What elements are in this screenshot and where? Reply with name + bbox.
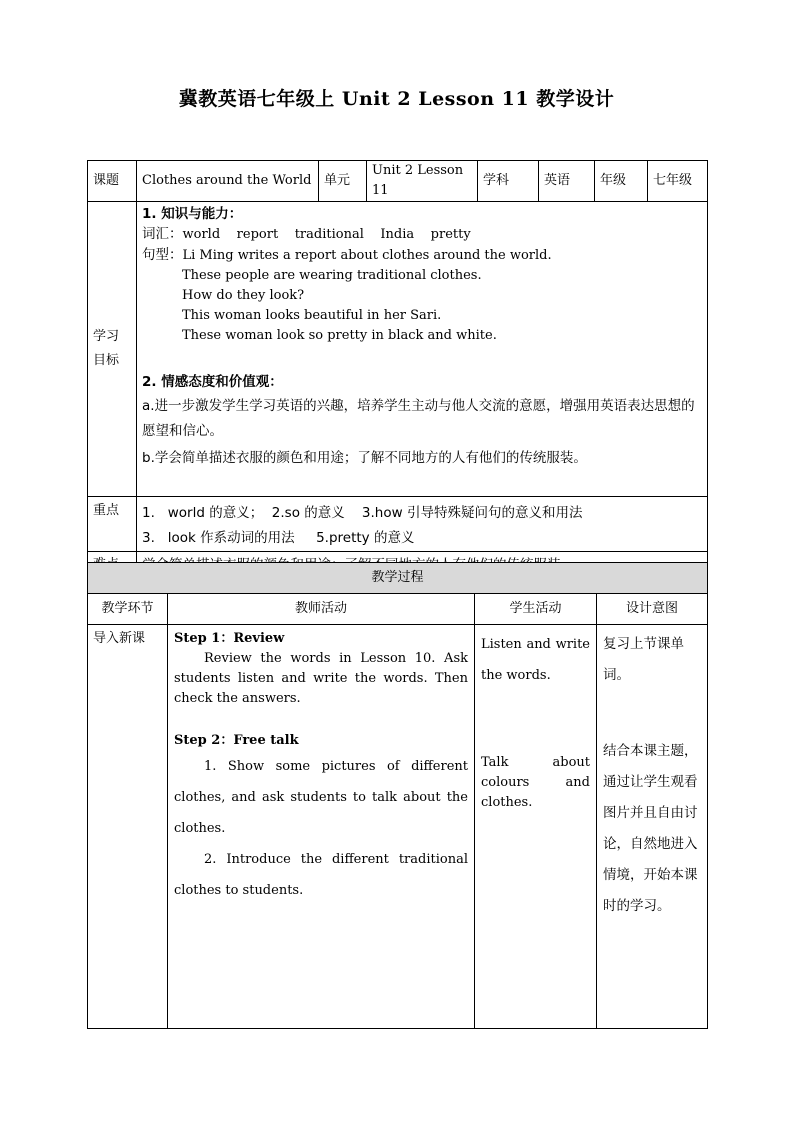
subject-value: 英语 <box>539 161 595 202</box>
student-activity-1: Listen and write the words. <box>481 637 590 683</box>
sentence-4: This woman looks beautiful in her Sari. <box>182 308 442 323</box>
lesson-plan-table <box>87 160 708 579</box>
col-student-header: 学生活动 <box>475 594 597 625</box>
stage-cell: 导入新课 <box>88 625 168 1029</box>
goals-label-line1: 学习 <box>93 329 120 344</box>
process-column-headers <box>88 594 708 625</box>
col-stage-header: 教学环节 <box>88 594 168 625</box>
sentence-3: How do they look? <box>182 288 305 303</box>
key-points-label: 重点 <box>88 497 137 552</box>
teacher-activity-cell <box>168 625 475 1029</box>
key-point-line-2: 3. look 作系动词的用法 5.pretty 的意义 <box>142 530 415 546</box>
student-activity-cell <box>475 625 597 1029</box>
document-title: 冀教英语七年级上 Unit 2 Lesson 11 教学设计 <box>178 88 615 110</box>
vocab-line <box>142 224 702 245</box>
goals-row <box>88 202 708 497</box>
key-point-line-1: 1. world 的意义； 2.so 的意义 3.how 引导特殊疑问句的意义和用法 <box>142 505 583 521</box>
knowledge-heading: 1. 知识与能力： <box>142 206 243 222</box>
design-intent-cell <box>597 625 708 1029</box>
step1-text: Review the words in Lesson 10. Ask students listen and write the words. Then check the answers. <box>174 651 468 706</box>
vocab-prefix: 词汇： <box>142 226 183 242</box>
col-teacher-header: 教师活动 <box>168 594 475 625</box>
topic-label: 课题 <box>88 161 137 202</box>
design-intent-2: 结合本课主题，通过让学生观看图片并且自由讨论，自然地进入情境，开始本课时的学习。 <box>603 743 698 914</box>
header-row <box>88 161 708 202</box>
step2-title: Step 2：Free talk <box>174 733 299 748</box>
step1-title: Step 1：Review <box>174 631 285 646</box>
process-title-row <box>88 563 708 594</box>
key-points-content <box>137 497 708 552</box>
unit-value: Unit 2 Lesson 11 <box>367 161 478 202</box>
process-section-title: 教学过程 <box>88 563 708 594</box>
sentence-5: These woman look so pretty in black and white. <box>182 328 497 343</box>
sentence-line-1 <box>142 245 702 266</box>
goals-label <box>88 202 137 497</box>
sentence-1: Li Ming writes a report about clothes around the world. <box>182 248 552 263</box>
attitude-a: a.进一步激发学生学习英语的兴趣，培养学生主动与他人交流的意愿，增强用英语表达思想的愿望和信心。 <box>142 398 695 439</box>
attitude-heading: 2. 情感态度和价值观： <box>142 374 283 390</box>
topic-value: Clothes around the World <box>137 161 319 202</box>
process-table <box>87 562 708 1029</box>
key-points-row <box>88 497 708 552</box>
col-intent-header: 设计意图 <box>597 594 708 625</box>
step2-item2: 2. Introduce the different traditional clothes to students. <box>174 852 468 898</box>
sentence-prefix: 句型： <box>142 247 183 263</box>
unit-label: 单元 <box>319 161 367 202</box>
sentence-2: These people are wearing traditional clothes. <box>182 268 482 283</box>
process-row-intro <box>88 625 708 1029</box>
step2-item1: 1. Show some pictures of different clothes, and ask students to talk about the clothes. <box>174 759 468 836</box>
goals-label-line2: 目标 <box>93 353 120 368</box>
design-intent-1: 复习上节课单词。 <box>603 636 684 683</box>
grade-value: 七年级 <box>648 161 708 202</box>
student-activity-2: Talk about colours and clothes. <box>481 755 590 810</box>
vocab-words: world report traditional India pretty <box>182 227 471 242</box>
attitude-b: b.学会简单描述衣服的颜色和用途；了解不同地方的人有他们的传统服装。 <box>142 450 587 466</box>
grade-label: 年级 <box>595 161 648 202</box>
goals-content <box>137 202 708 497</box>
subject-label: 学科 <box>478 161 539 202</box>
